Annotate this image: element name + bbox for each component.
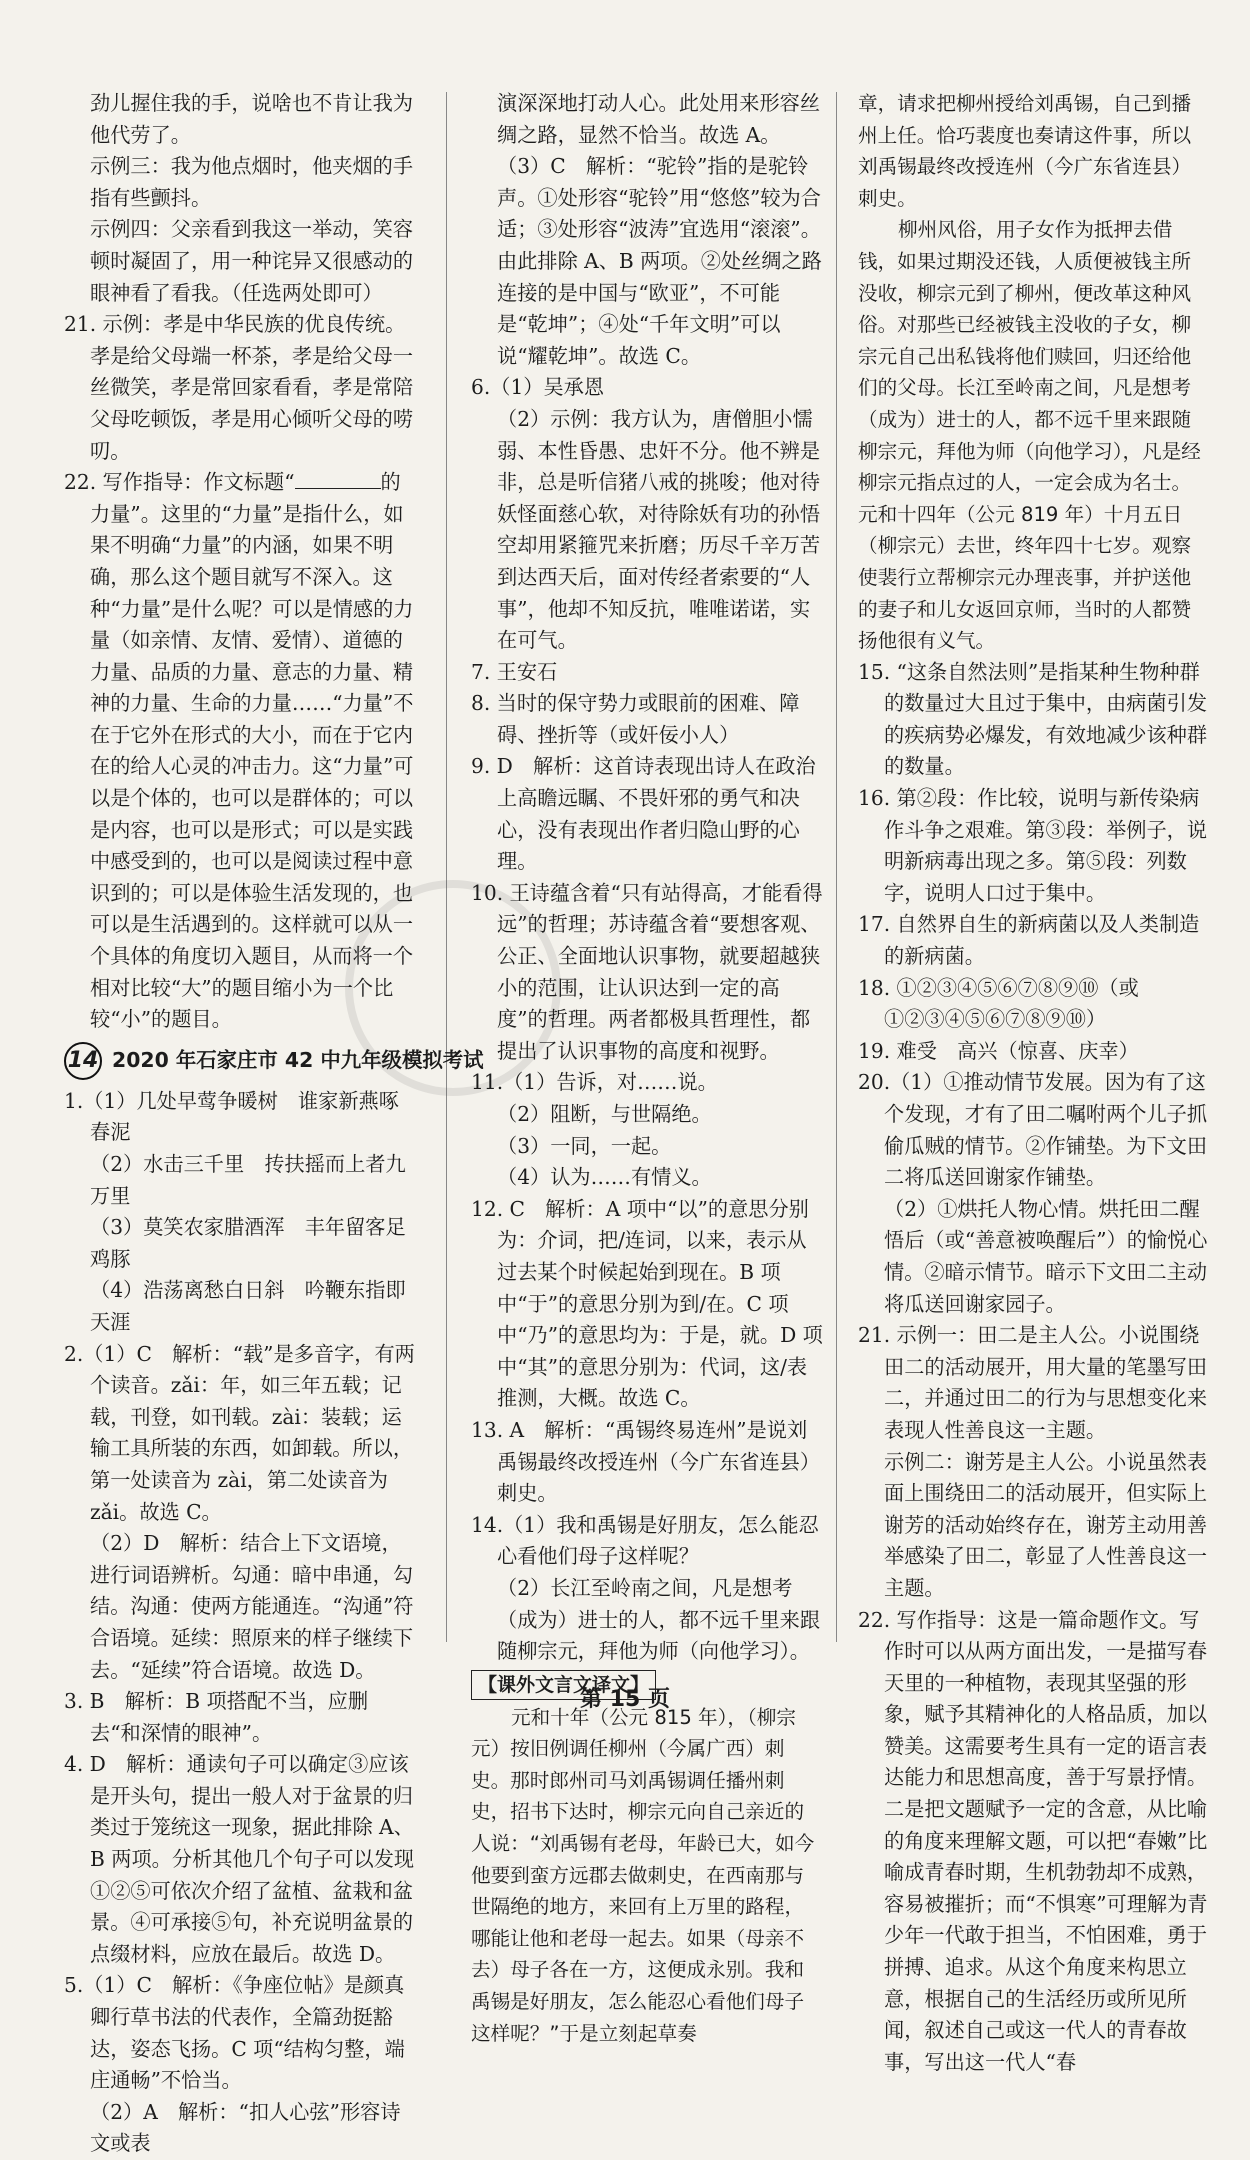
answer-11-3: （3）一同，一起。 <box>497 1133 672 1158</box>
answer-5-3: （3）C 解析：“驼铃”指的是驼铃声。①处形容“驼铃”用“悠悠”较为合适；③处形容“波涛”宜选用“滚滚”。由此排除 A、B 两项。②处丝绸之路连接的是中国与“欧亚”，不可能是“乾坤”；④处“千年文明”可以说“耀乾坤”。故选 C。 <box>497 154 822 368</box>
answer-9: 9. D 解析：这首诗表现出诗人在政治上高瞻远瞩、不畏奸邪的勇气和决心，没有表现出作者归隐山野的心理。 <box>471 754 816 874</box>
translation-text-cont: 章，请求把柳州授给刘禹锡，自己到播州上任。恰巧裴度也奏请这件事，所以刘禹锡最终改授连州（今广东省连县）刺史。 <box>858 92 1192 210</box>
answer-14-2: （2）长江至岭南之间，凡是想考（成为）进士的人，都不远千里来跟随柳宗元，拜他为师（向他学习）。 <box>497 1575 821 1664</box>
answer-1-4: （4）浩荡离愁白日斜 吟鞭东指即天涯 <box>90 1278 406 1334</box>
answer-5-2: （2）A 解析：“扣人心弦”形容诗文或表 <box>90 2099 401 2156</box>
answer-1-2: （2）水击三千里 抟扶摇而上者九万里 <box>90 1152 406 1208</box>
answer-20-1: 20.（1）①推动情节发展。因为有了这个发现，才有了田二嘱咐两个儿子抓偷瓜贼的情节。②作铺垫。为下文田二将瓜送回谢家作铺垫。 <box>858 1070 1208 1190</box>
answer-7: 7. 王安石 <box>471 659 558 684</box>
blank-line <box>295 468 381 489</box>
text-line: 示例四：父亲看到我这一举动，笑容顿时凝固了，用一种诧异又很感动的眼神看了看我。（任选两处即可） <box>90 217 414 305</box>
answer-17: 17. 自然界自生的新病菌以及人类制造的新病菌。 <box>858 912 1200 969</box>
translation-text-2: 柳州风俗，用子女作为抵押去借钱，如果过期没还钱，人质便被钱主所没收，柳宗元到了柳州，便改革这种风俗。对那些已经被钱主没收的子女，柳宗元自己出私钱将他们赎回，归还给他们的父母。长江至岭南之间，凡是想考（成为）进士的人，都不远千里来跟随柳宗元，拜他为师（向他学习），凡是经柳宗元指点过的人，一定会成为名士。元和十四年（公元 819 年）十月五日（柳宗元）去世，终年四十七岁。观察使裴行立帮柳宗元办理丧事，并护送他的妻子和儿女返回京师，当时的人都赞扬他很有义气。 <box>858 218 1201 653</box>
answer-6-1: 6.（1）吴承恩 <box>471 375 605 400</box>
answer-5-1: 5.（1）C 解析：《争座位帖》是颜真卿行草书法的代表作，全篇劲挺豁达，姿态飞扬。C 项“结构匀整，端庄通畅”不恰当。 <box>64 1973 405 2093</box>
answer-2-1: 2.（1）C 解析：“载”是多音字，有两个读音。zǎi：年，如三年五载；记载，刊登，如刊载。zài：装载；运输工具所装的东西，如卸载。所以，第一处读音为 zài，第二处读音为 zǎi。故选 C。 <box>64 1341 415 1524</box>
answer-14-1: 14.（1）我和禹锡是好朋友，怎么能忍心看他们母子这样呢？ <box>471 1512 819 1569</box>
answer-21-ex1: 21. 示例一：田二是主人公。小说围绕田二的活动展开，用大量的笔墨写田二，并通过田二的行为与思想变化来表现人性善良这一主题。 <box>858 1323 1208 1442</box>
answer-1-3: （3）莫笑农家腊酒浑 丰年留客足鸡豚 <box>90 1215 406 1271</box>
column-right <box>858 88 1210 2078</box>
section-number-badge: 14 <box>64 1042 102 1080</box>
answer-11-4: （4）认为……有情义。 <box>497 1165 712 1190</box>
text-line: 演深深地打动人心。此处用来形容丝绸之路，显然不恰当。故选 A。 <box>497 91 821 147</box>
translation-tag: 【课外文言文译文】 <box>471 1670 656 1700</box>
column-left <box>64 88 484 2160</box>
page-number: 第 15 页 <box>580 1687 670 1712</box>
answer-11-1: 11.（1）告诉，对……说。 <box>471 1070 718 1095</box>
answer-15: 15. “这条自然法则”是指某种生物种群的数量过大且过于集中，由病菌引发的疾病势必爆发，有效地减少该种群的数量。 <box>858 659 1208 779</box>
answer-8: 8. 当时的保守势力或眼前的困难、障碍、挫折等（或奸佞小人） <box>471 691 800 747</box>
text-line: 劲儿握住我的手，说啥也不肯让我为他代劳了。 <box>90 91 414 147</box>
answer-2-2: （2）D 解析：结合上下文语境，进行词语辨析。勾通：暗中串通，勾结。沟通：使两方能通连。“沟通”符合语境。延续：照原来的样子继续下去。“延续”符合语境。故选 D。 <box>90 1531 414 1682</box>
answer-3: 3. B 解析：B 项搭配不当，应删去“和深情的眼神”。 <box>64 1689 369 1745</box>
answer-18: 18. ①②③④⑤⑥⑦⑧⑨⑩（或①②③④⑤⑥⑦⑧⑨⑩） <box>858 975 1139 1032</box>
answer-22-start: 22. 写作指导：作文标题“ <box>64 470 295 495</box>
text-line: 示例三：我为他点烟时，他夹烟的手指有些颤抖。 <box>90 154 414 210</box>
column-divider-left <box>446 92 447 1642</box>
answer-6-2: （2）示例：我方认为，唐僧胆小懦弱、本性昏愚、忠奸不分。他不辨是非，总是听信猪八戒的挑唆；他对待妖怪面慈心软，对待除妖有功的孙悟空却用紧箍咒来折磨；历尽千辛万苦到达西天后，面对传经者索要的“人事”，他却不知反抗，唯唯诺诺，实在可气。 <box>497 406 821 653</box>
answer-21: 21. 示例：孝是中华民族的优良传统。孝是给父母端一杯茶，孝是给父母一丝微笑，孝是常回家看看，孝是常陪父母吃顿饭，孝是用心倾听父母的唠叨。 <box>64 312 414 463</box>
answer-16: 16. 第②段：作比较，说明与新传染病作斗争之艰难。第③段：举例子，说明新病毒出现之多。第⑤段：列数字，说明人口过于集中。 <box>858 786 1208 905</box>
answer-12: 12. C 解析：A 项中“以”的意思分别为：介词，把/连词，以来，表示从过去某个时候起始到现在。B 项中“于”的意思分别为到/在。C 项中“乃”的意思均为：于是，就。D 项中“其”的意思分别为：代词，这/表推测，大概。故选 C。 <box>471 1196 823 1411</box>
answer-4: 4. D 解析：通读句子可以确定③应该是开头句，提出一般人对于盆景的归类过于笼统这一现象，据此排除 A、B 两项。分析其他几个句子可以发现①②⑤可依次介绍了盆植、盆栽和盆景。④可承接⑤句，补充说明盆景的点缀材料，应放在最后。故选 D。 <box>64 1752 415 1966</box>
answer-20-2: （2）①烘托人物心情。烘托田二醒悟后（或“善意被唤醒后”）的愉悦心情。②暗示情节。暗示下文田二主动将瓜送回谢家园子。 <box>884 1196 1208 1316</box>
answer-13: 13. A 解析：“禹锡终易连州”是说刘禹锡最终改授连州（今广东省连县）刺史。 <box>471 1417 821 1506</box>
answer-22 <box>64 467 416 1036</box>
answer-21-ex2: 示例二：谢芳是主人公。小说虽然表面上围绕田二的活动展开，但实际上谢芳的活动始终存在，谢芳主动用善举感染了田二，彰显了人性善良这一主题。 <box>884 1449 1208 1600</box>
answer-22-rest: 的力量”。这里的“力量”是指什么，如果不明确“力量”的内涵，如果不明确，那么这个题目就写不深入。这种“力量”是什么呢？可以是情感的力量（如亲情、友情、爱情）、道德的力量、品质的力量、意志的力量、精神的力量、生命的力量……“力量”不在于它外在形式的大小，而在于它内在的给人心灵的冲击力。这“力量”可以是个体的，也可以是群体的；可以是内容，也可以是形式；可以是实践中感受到的，也可以是阅读过程中意识到的；可以是体验生活发现的，也可以是生活遇到的。这样就可以从一个具体的角度切入题目，从而将一个相对比较“大”的题目缩小为一个比较“小”的题目。 <box>90 470 414 1032</box>
column-middle <box>471 88 823 2049</box>
answer-1-1: 1.（1）几处早莺争暖树 谁家新燕啄春泥 <box>64 1088 399 1145</box>
answer-19: 19. 难受 高兴（惊喜、庆幸） <box>858 1038 1139 1063</box>
answer-22: 22. 写作指导：这是一篇命题作文。写作时可以从两方面出发，一是描写春天里的一种植物，表现其坚强的形象，赋予其精神化的人格品质，加以赞美。这需要考生具有一定的语言表达能力和思想高度，善于写景抒情。二是把文题赋予一定的含意，从比喻的角度来理解文题，可以把“春嫩”比喻成青春时期，生机勃勃却不成熟，容易被摧折；而“不惧寒”可理解为青少年一代敢于担当，不怕困难，勇于拼搏、追求。从这个角度来构思立意，根据自己的生活经历或所见所闻，叙述自己或这一代人的青春故事，写出这一代人“春 <box>858 1607 1208 2074</box>
answer-10: 10. 王诗蕴含着“只有站得高，才能看得远”的哲理；苏诗蕴含着“要想客观、公正、全面地认识事物，就要超越狭小的范围，让认识达到一定的高度”的哲理。两者都极具哲理性，都提出了认识事物的高度和视野。 <box>471 880 823 1063</box>
section-title: 2020 年石家庄市 42 中九年级模拟考试 <box>112 1048 484 1073</box>
answer-11-2: （2）阻断，与世隔绝。 <box>497 1102 712 1126</box>
column-divider-right <box>836 92 837 1642</box>
translation-text: 元和十年（公元 815 年），（柳宗元）按旧例调任柳州（今属广西）刺史。那时郎州司马刘禹锡调任播州刺史，招书下达时，柳宗元向自己亲近的人说：“刘禹锡有老母，年龄已大，如今他要到蛮方远郡去做刺史，在西南那与世隔绝的地方，来回有上万里的路程，哪能让他和老母一起去。如果（母亲不去）母子各在一方，这便成永别。我和禹锡是好朋友，怎么能忍心看他们母子这样呢？”于是立刻起草奏 <box>471 1705 815 2045</box>
section-heading <box>64 1042 484 1080</box>
